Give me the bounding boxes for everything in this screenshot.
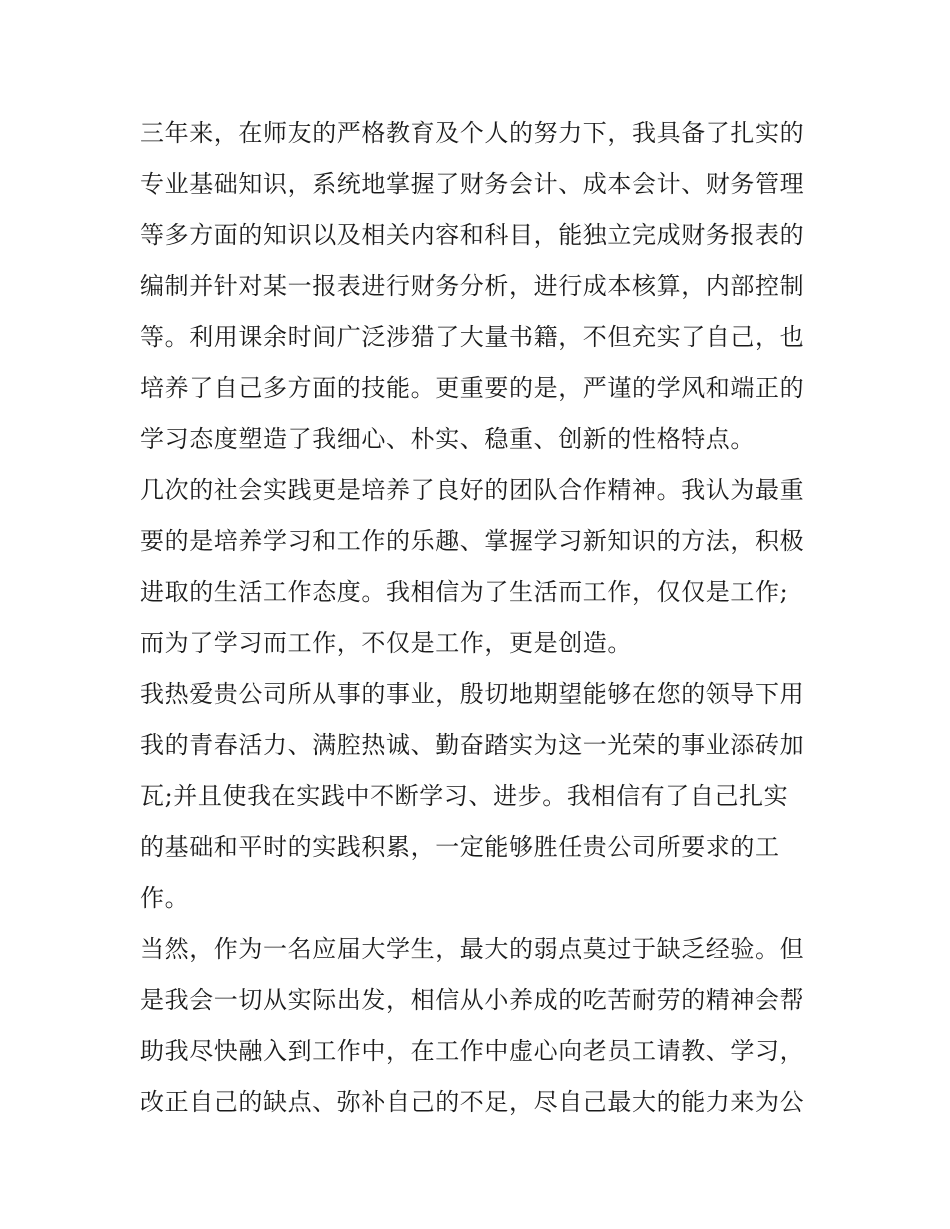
text-line: 是我会一切从实际出发，相信从小养成的吃苦耐劳的精神会帮 [140, 986, 805, 1014]
body-text [140, 108, 820, 1128]
text-line: 学习态度塑造了我细心、朴实、稳重、创新的性格特点。 [140, 425, 755, 453]
text-line: 培养了自己多方面的技能。更重要的是，严谨的学风和端正的 [140, 374, 805, 402]
text-line: 瓦;并且使我在实践中不断学习、进步。我相信有了自己扎实 [140, 782, 789, 810]
text-line: 作。 [140, 884, 190, 912]
text-line: 的基础和平时的实践积累，一定能够胜任贵公司所要求的工 [140, 833, 780, 861]
text-line: 而为了学习而工作，不仅是工作，更是创造。 [140, 629, 632, 657]
text-line: 三年来，在师友的严格教育及个人的努力下，我具备了扎实的 [140, 119, 805, 147]
text-line: 当然，作为一名应届大学生，最大的弱点莫过于缺乏经验。但 [140, 935, 805, 963]
text-line: 我的青春活力、满腔热诚、勤奋踏实为这一光荣的事业添砖加 [140, 731, 805, 759]
text-line: 改正自己的缺点、弥补自己的不足，尽自己最大的能力来为公 [140, 1088, 805, 1116]
text-line: 几次的社会实践更是培养了良好的团队合作精神。我认为最重 [140, 476, 805, 504]
text-line: 助我尽快融入到工作中，在工作中虚心向老员工请教、学习， [140, 1037, 805, 1065]
text-line: 专业基础知识，系统地掌握了财务会计、成本会计、财务管理 [140, 170, 805, 198]
text-line: 等多方面的知识以及相关内容和科目，能独立完成财务报表的 [140, 221, 805, 249]
text-line: 等。利用课余时间广泛涉猎了大量书籍，不但充实了自己，也 [140, 323, 805, 351]
text-line: 要的是培养学习和工作的乐趣、掌握学习新知识的方法，积极 [140, 527, 805, 555]
text-line: 编制并针对某一报表进行财务分析，进行成本核算，内部控制 [140, 272, 805, 300]
text-line: 进取的生活工作态度。我相信为了生活而工作，仅仅是工作; [140, 578, 789, 606]
text-line: 我热爱贵公司所从事的事业，殷切地期望能够在您的领导下用 [140, 680, 805, 708]
